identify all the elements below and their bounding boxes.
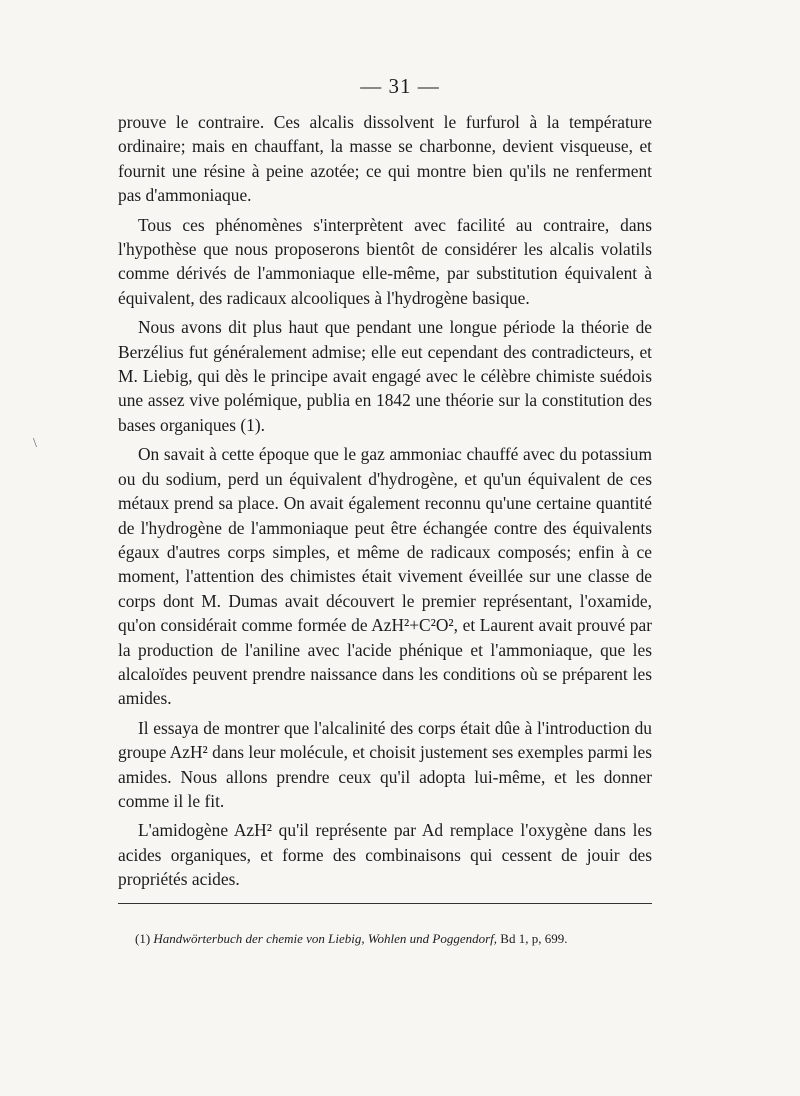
- paragraph: On savait à cette époque que le gaz ammoniac chauffé avec du potassium ou du sodium, perd un équivalent d'hydrogène, et qu'un équivalent de ces métaux prend sa place. On avait également reconnu qu'une certaine quantité de l'hydrogène de l'ammoniaque peut être échangée contre des équivalents égaux d'autres corps simples, et même de radicaux composés; enfin à ce moment, l'attention des chimistes était vivement éveillée sur une classe de corps dont M. Dumas avait découvert le premier représentant, l'oxamide, qu'on considérait comme formée de AzH²+C²O², et Laurent avait prouvé par la production de l'aniline avec l'acide phénique et l'ammoniaque, que les alcaloïdes peuvent prendre naissance dans les conditions où se préparent les amides.: [118, 444, 652, 709]
- paragraph: Nous avons dit plus haut que pendant une longue période la théorie de Berzélius fut généralement admise; elle eut cependant des contradicteurs, et M. Liebig, qui dès le principe avait engagé avec le célèbre chimiste suédois une assez vive polémique, publia en 1842 une théorie sur la constitution des bases organiques (1).: [118, 317, 652, 435]
- paragraph: L'amidogène AzH² qu'il représente par Ad remplace l'oxygène dans les acides organiques, et forme des combinaisons qui cessent de jouir des propriétés acides.: [118, 820, 652, 890]
- body-text: [118, 110, 652, 897]
- stray-mark: \: [33, 436, 37, 451]
- paragraph: prouve le contraire. Ces alcalis dissolvent le furfurol à la température ordinaire; mais en chauffant, la masse se charbonne, devient visqueuse, et fournit une résine à peine azotée; ce qui montre bien qu'ils ne renferment pas d'ammoniaque.: [118, 112, 652, 206]
- page-number: — 31 —: [360, 74, 440, 98]
- paragraph: Tous ces phénomènes s'interprètent avec facilité au contraire, dans l'hypothèse que nous proposerons bientôt de considérer les alcalis volatils comme dérivés de l'ammoniaque elle-même, par substitution équivalent à équivalent, des radicaux alcooliques à l'hydrogène basique.: [118, 214, 652, 308]
- footnote-divider: [118, 903, 652, 904]
- paragraph: Il essaya de montrer que l'alcalinité des corps était dûe à l'introduction du groupe AzH² dans leur molécule, et choisit justement ses exemples parmi les amides. Nous allons prendre ceux qu'il adopta lui-même, et les donner comme il le fit.: [118, 717, 652, 811]
- footnote: [135, 930, 655, 948]
- footnote-title: Handwörterbuch der chemie von Liebig, Wohlen und Poggendorf,: [153, 931, 498, 946]
- footnote-reference: Bd 1, p, 699.: [500, 931, 568, 946]
- footnote-marker: (1): [135, 931, 151, 946]
